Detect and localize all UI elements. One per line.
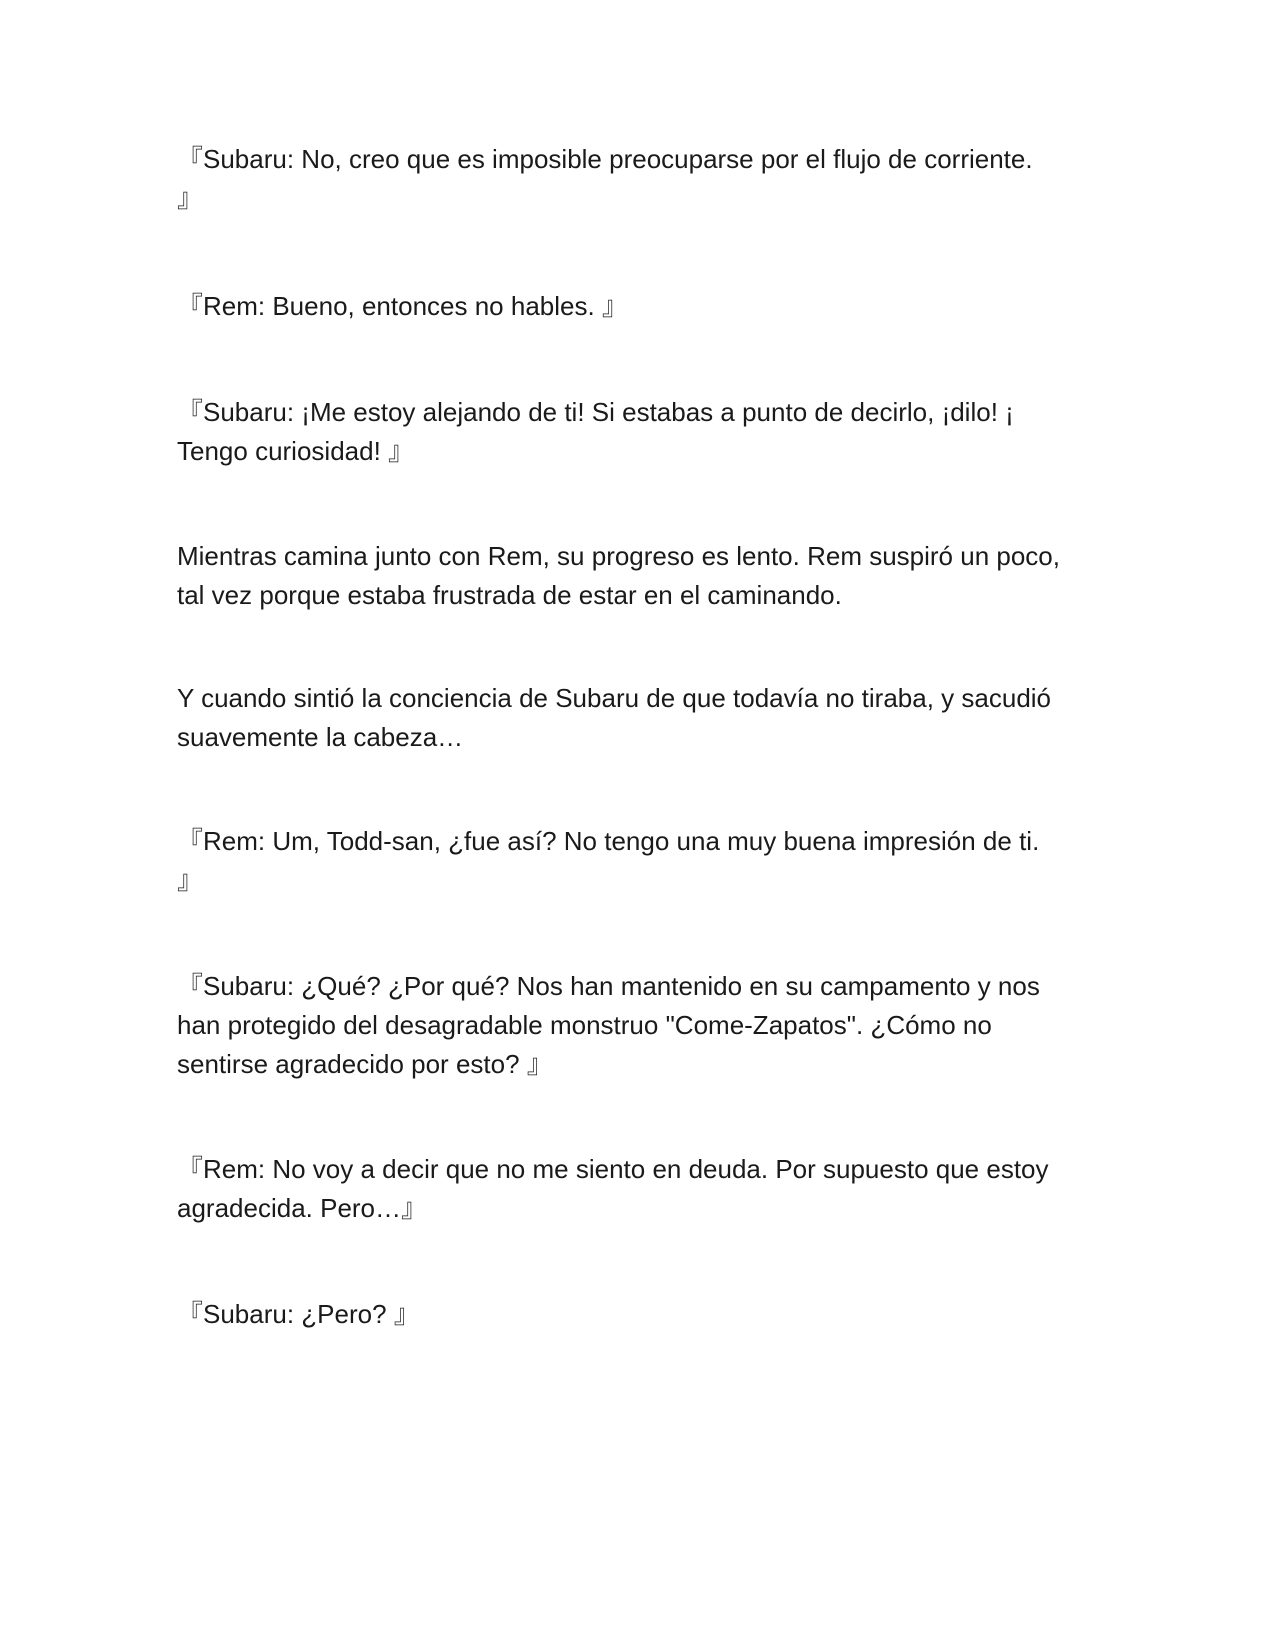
paragraph-narration-1 [177, 537, 1092, 615]
text-line: 『Rem: Bueno, entonces no hables. 』 [177, 291, 628, 321]
text-line: Y cuando sintió la conciencia de Subaru de que todavía no tiraba, y sacudió [177, 683, 1052, 713]
text-line: agradecida. Pero…』 [177, 1193, 428, 1223]
paragraph-rem-3 [177, 1150, 1092, 1228]
text-line: 』 [177, 865, 204, 895]
text-line: 『Rem: Um, Todd-san, ¿fue así? No tengo una muy buena impresión de ti. [177, 826, 1040, 856]
paragraph-narration-2 [177, 679, 1092, 757]
text-line: han protegido del desagradable monstruo "Come-Zapatos". ¿Cómo no [177, 1010, 992, 1040]
text-line: tal vez porque estaba frustrada de estar en el caminando. [177, 580, 842, 610]
text-line: Tengo curiosidad! 』 [177, 436, 415, 466]
text-line: 』 [177, 183, 204, 213]
text-line: Mientras camina junto con Rem, su progreso es lento. Rem suspiró un poco, [177, 541, 1060, 571]
text-line: 『Subaru: No, creo que es imposible preocuparse por el flujo de corriente. [177, 144, 1033, 174]
paragraph-subaru-4 [177, 1295, 1092, 1334]
text-line: 『Subaru: ¿Pero? 』 [177, 1299, 420, 1329]
text-line: suavemente la cabeza… [177, 722, 464, 752]
text-line: sentirse agradecido por esto? 』 [177, 1049, 553, 1079]
text-line: 『Subaru: ¿Qué? ¿Por qué? Nos han mantenido en su campamento y nos [177, 971, 1040, 1001]
paragraph-rem-1 [177, 287, 1092, 326]
paragraph-subaru-1 [177, 140, 1092, 218]
paragraph-rem-2 [177, 822, 1092, 900]
paragraph-subaru-3 [177, 967, 1092, 1084]
paragraph-subaru-2 [177, 393, 1092, 471]
text-line: 『Rem: No voy a decir que no me siento en deuda. Por supuesto que estoy [177, 1154, 1049, 1184]
text-line: 『Subaru: ¡Me estoy alejando de ti! Si estabas a punto de decirlo, ¡dilo! ¡ [177, 397, 1014, 427]
